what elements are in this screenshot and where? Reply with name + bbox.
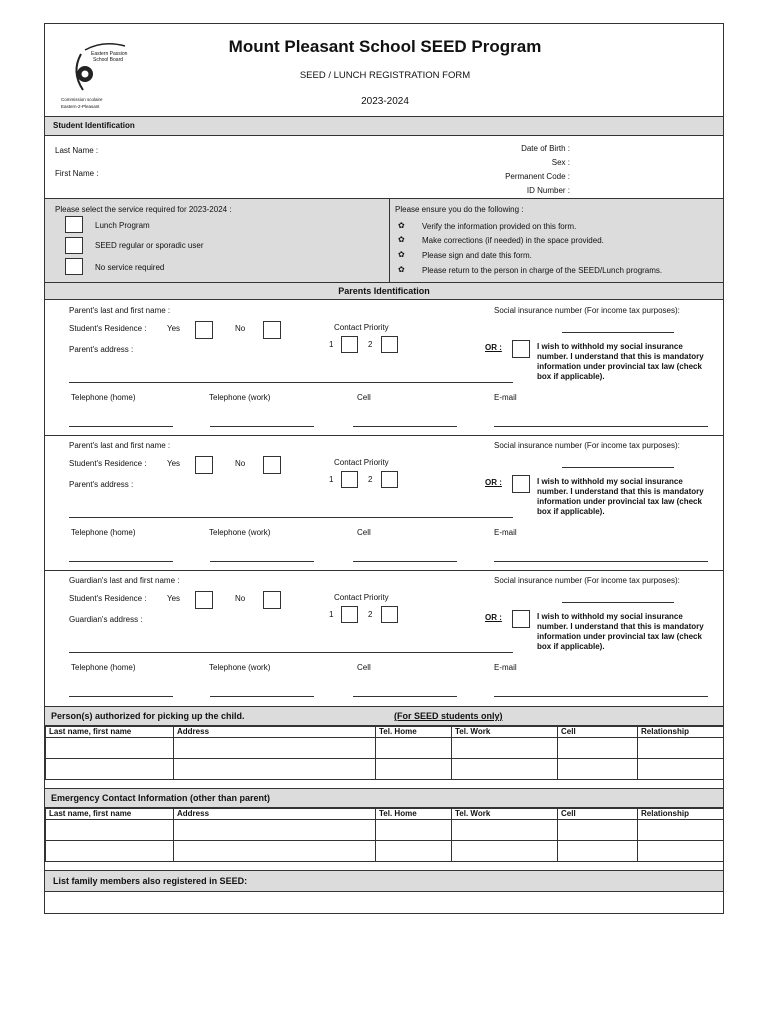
col-cell: Cell — [558, 809, 638, 820]
logo-line-4: Eastern-2-Pleasant — [61, 104, 100, 109]
cell-input[interactable] — [376, 738, 452, 759]
col-address: Address — [174, 727, 376, 738]
dob-label: Date of Birth : — [521, 144, 570, 153]
emergency-title: Emergency Contact Information (other than parent) — [51, 793, 271, 803]
cell-input[interactable] — [46, 759, 174, 780]
guardian-name-label: Guardian's last and first name : — [69, 576, 180, 585]
email-label: E-mail — [494, 663, 517, 672]
table-row — [46, 759, 724, 780]
cell-input[interactable] — [46, 820, 174, 841]
tel-home-label: Telephone (home) — [71, 393, 136, 402]
priority-1-label: 1 — [329, 475, 334, 484]
logo-line-1: Eastern Passion — [91, 51, 128, 57]
family-members-field[interactable] — [45, 892, 723, 913]
cell-input[interactable] — [452, 841, 558, 862]
sex-label: Sex : — [551, 158, 570, 167]
col-relationship: Relationship — [638, 809, 724, 820]
or-label: OR : — [485, 343, 502, 352]
service-prompt: Please select the service required for 2023-2024 : — [55, 205, 232, 214]
bullet-icon: ✿ — [398, 265, 405, 274]
cell-input[interactable] — [452, 820, 558, 841]
email-line — [494, 561, 708, 562]
registration-form — [44, 23, 724, 914]
pickup-title: Person(s) authorized for picking up the child. — [51, 711, 245, 721]
priority-1-label: 1 — [329, 340, 334, 349]
withhold-sin-text: I wish to withhold my social insurance number. I understand that this is mandatory information under provincial tax law (check box if applicable). — [537, 342, 704, 381]
tel-home-line — [69, 561, 173, 562]
cell-line — [353, 426, 457, 427]
table-row — [46, 738, 724, 759]
residence-label: Student's Residence : — [69, 324, 147, 333]
cell-input[interactable] — [638, 841, 724, 862]
student-section-title: Student Identification — [53, 121, 135, 130]
family-title: List family members also registered in SEED: — [53, 876, 248, 886]
cell-input[interactable] — [376, 841, 452, 862]
bullet-icon: ✿ — [398, 250, 405, 259]
cell-input[interactable] — [638, 820, 724, 841]
residence-label: Student's Residence : — [69, 594, 147, 603]
residence-no-label: No — [235, 459, 246, 468]
residence-no-checkbox[interactable] — [263, 456, 281, 474]
residence-no-checkbox[interactable] — [263, 591, 281, 609]
table-row — [46, 841, 724, 862]
sin-line — [562, 467, 674, 468]
tel-home-label: Telephone (home) — [71, 663, 136, 672]
cell-input[interactable] — [174, 738, 376, 759]
form-subtitle: SEED / LUNCH REGISTRATION FORM — [299, 70, 471, 81]
pickup-note: (For SEED students only) — [394, 711, 503, 721]
ensure-item: Please sign and date this form. — [422, 251, 532, 260]
pickup-header-row — [46, 727, 724, 738]
sin-label: Social insurance number (For income tax purposes): — [494, 576, 680, 585]
lunch-program-checkbox[interactable] — [65, 216, 83, 233]
cell-label: Cell — [357, 528, 371, 537]
priority-2-label: 2 — [368, 610, 373, 619]
family-section-header — [45, 870, 723, 892]
seed-user-checkbox[interactable] — [65, 237, 83, 254]
ensure-item: Make corrections (if needed) in the space provided. — [422, 236, 604, 245]
cell-input[interactable] — [558, 738, 638, 759]
priority-1-checkbox[interactable] — [341, 336, 358, 353]
sin-line — [562, 332, 674, 333]
priority-2-checkbox[interactable] — [381, 471, 398, 488]
service-divider — [389, 198, 390, 282]
tel-home-line — [69, 696, 173, 697]
no-service-checkbox[interactable] — [65, 258, 83, 275]
logo-line-2: School Board — [93, 57, 124, 63]
col-cell: Cell — [558, 727, 638, 738]
cell-input[interactable] — [46, 841, 174, 862]
cell-input[interactable] — [452, 759, 558, 780]
student-section-header — [45, 116, 723, 136]
pickup-section-header — [45, 706, 723, 726]
withhold-sin-text: I wish to withhold my social insurance number. I understand that this is mandatory information under provincial tax law (check box if applicable). — [537, 612, 704, 651]
col-tel-work: Tel. Work — [452, 727, 558, 738]
cell-input[interactable] — [558, 820, 638, 841]
cell-label: Cell — [357, 663, 371, 672]
cell-input[interactable] — [638, 759, 724, 780]
ensure-item: Please return to the person in charge of the SEED/Lunch programs. — [422, 266, 663, 275]
address-line — [69, 517, 513, 518]
bullet-icon: ✿ — [398, 235, 405, 244]
email-line — [494, 426, 708, 427]
emergency-header-row — [46, 809, 724, 820]
residence-yes-checkbox[interactable] — [195, 591, 213, 609]
cell-input[interactable] — [376, 820, 452, 841]
seed-user-label: SEED regular or sporadic user — [95, 241, 204, 250]
sin-line — [562, 602, 674, 603]
priority-2-label: 2 — [368, 475, 373, 484]
cell-input[interactable] — [558, 841, 638, 862]
residence-no-checkbox[interactable] — [263, 321, 281, 339]
cell-line — [353, 696, 457, 697]
residence-yes-checkbox[interactable] — [195, 456, 213, 474]
priority-1-checkbox[interactable] — [341, 606, 358, 623]
tel-work-line — [210, 561, 314, 562]
residence-yes-label: Yes — [167, 594, 181, 603]
contact-priority-label: Contact Priority — [334, 458, 389, 467]
col-address: Address — [174, 809, 376, 820]
last-name-label: Last Name : — [55, 146, 99, 155]
tel-work-label: Telephone (work) — [209, 528, 271, 537]
col-tel-work: Tel. Work — [452, 809, 558, 820]
cell-label: Cell — [357, 393, 371, 402]
priority-2-checkbox[interactable] — [381, 606, 398, 623]
tel-work-line — [210, 426, 314, 427]
priority-1-label: 1 — [329, 610, 334, 619]
logo-line-3: Commission scolaire — [61, 97, 103, 102]
cell-line — [353, 561, 457, 562]
lunch-program-label: Lunch Program — [95, 221, 150, 230]
email-label: E-mail — [494, 528, 517, 537]
parent-name-label: Parent's last and first name : — [69, 306, 171, 315]
withhold-sin-text: I wish to withhold my social insurance number. I understand that this is mandatory information under provincial tax law (check box if applicable). — [537, 477, 704, 516]
bullet-icon: ✿ — [398, 221, 405, 230]
school-year: 2023-2024 — [361, 96, 409, 107]
residence-yes-label: Yes — [167, 324, 181, 333]
col-tel-home: Tel. Home — [376, 809, 452, 820]
address-line — [69, 382, 513, 383]
withhold-sin-checkbox[interactable] — [512, 610, 530, 628]
tel-home-line — [69, 426, 173, 427]
id-number-label: ID Number : — [526, 186, 570, 195]
block-divider — [45, 570, 723, 571]
parents-section-title: Parents Identification — [338, 286, 430, 296]
priority-1-checkbox[interactable] — [341, 471, 358, 488]
cell-input[interactable] — [638, 738, 724, 759]
address-line — [69, 652, 513, 653]
pickup-table — [45, 726, 724, 780]
form-title: Mount Pleasant School SEED Program — [228, 37, 542, 56]
or-label: OR : — [485, 478, 502, 487]
col-relationship: Relationship — [638, 727, 724, 738]
parents-section-header — [45, 282, 723, 300]
residence-yes-label: Yes — [167, 459, 181, 468]
sin-label: Social insurance number (For income tax purposes): — [494, 441, 680, 450]
tel-home-label: Telephone (home) — [71, 528, 136, 537]
residence-label: Student's Residence : — [69, 459, 147, 468]
tel-work-line — [210, 696, 314, 697]
cell-input[interactable] — [174, 820, 376, 841]
block-divider — [45, 435, 723, 436]
withhold-sin-checkbox[interactable] — [512, 340, 530, 358]
residence-no-label: No — [235, 324, 246, 333]
col-name: Last name, first name — [46, 809, 174, 820]
residence-yes-checkbox[interactable] — [195, 321, 213, 339]
cell-input[interactable] — [558, 759, 638, 780]
col-tel-home: Tel. Home — [376, 727, 452, 738]
address-label: Parent's address : — [69, 345, 134, 354]
parent-name-label: Parent's last and first name : — [69, 441, 171, 450]
contact-priority-label: Contact Priority — [334, 323, 389, 332]
email-line — [494, 696, 708, 697]
or-label: OR : — [485, 613, 502, 622]
ensure-title: Please ensure you do the following : — [395, 205, 524, 214]
emergency-section-header — [45, 788, 723, 808]
priority-2-checkbox[interactable] — [381, 336, 398, 353]
address-label: Parent's address : — [69, 480, 134, 489]
ensure-item: Verify the information provided on this form. — [422, 222, 577, 231]
table-row — [46, 820, 724, 841]
cell-input[interactable] — [452, 738, 558, 759]
cell-input[interactable] — [174, 759, 376, 780]
tel-work-label: Telephone (work) — [209, 663, 271, 672]
residence-no-label: No — [235, 594, 246, 603]
permanent-code-label: Permanent Code : — [505, 172, 570, 181]
school-board-logo — [53, 32, 153, 112]
address-label: Guardian's address : — [69, 615, 143, 624]
emergency-table — [45, 808, 724, 862]
email-label: E-mail — [494, 393, 517, 402]
cell-input[interactable] — [376, 759, 452, 780]
col-name: Last name, first name — [46, 727, 174, 738]
first-name-label: First Name : — [55, 169, 99, 178]
priority-2-label: 2 — [368, 340, 373, 349]
withhold-sin-checkbox[interactable] — [512, 475, 530, 493]
cell-input[interactable] — [46, 738, 174, 759]
sin-label: Social insurance number (For income tax purposes): — [494, 306, 680, 315]
cell-input[interactable] — [174, 841, 376, 862]
contact-priority-label: Contact Priority — [334, 593, 389, 602]
no-service-label: No service required — [95, 263, 165, 272]
tel-work-label: Telephone (work) — [209, 393, 271, 402]
